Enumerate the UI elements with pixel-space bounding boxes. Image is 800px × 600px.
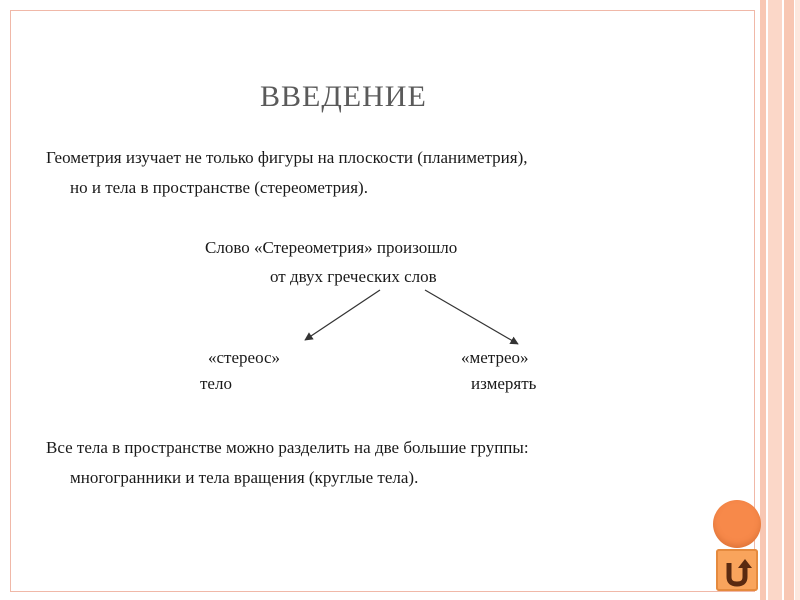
origin-line-1: Слово «Стереометрия» произошло bbox=[205, 238, 458, 257]
slide-title: ВВЕДЕНИЕ bbox=[260, 80, 427, 113]
decorative-stripe bbox=[795, 0, 800, 600]
intro-line-1: Геометрия изучает не только фигуры на плоскости (планиметрия), bbox=[46, 148, 528, 167]
greek-word-metreo: «метрео» bbox=[461, 348, 529, 367]
intro-line-2: но и тела в пространстве (стереометрия). bbox=[70, 178, 368, 197]
origin-line-2: от двух греческих слов bbox=[270, 267, 437, 286]
return-arrow-icon[interactable] bbox=[716, 549, 758, 591]
intro-paragraph bbox=[46, 143, 528, 203]
decorative-stripe bbox=[760, 0, 766, 600]
groups-line-2: многогранники и тела вращения (круглые тела). bbox=[70, 468, 419, 487]
groups-paragraph bbox=[46, 433, 529, 493]
meaning-izmeryat: измерять bbox=[471, 374, 537, 393]
circle-button-icon[interactable] bbox=[713, 500, 761, 548]
groups-line-1: Все тела в пространстве можно разделить на две большие группы: bbox=[46, 438, 529, 457]
greek-word-stereos: «стереос» bbox=[208, 348, 281, 367]
decorative-stripe bbox=[768, 0, 782, 600]
meaning-telo: тело bbox=[200, 374, 232, 393]
decorative-stripe bbox=[784, 0, 794, 600]
